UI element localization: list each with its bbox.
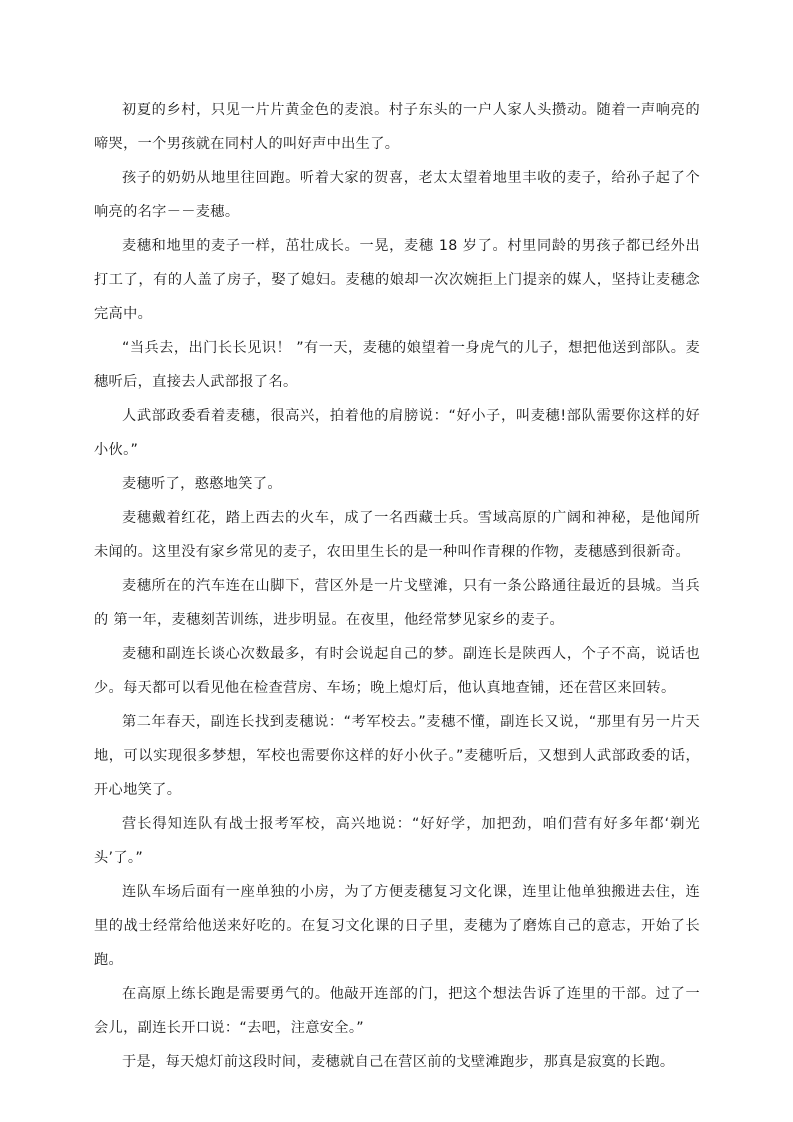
paragraph: 连队车场后面有一座单独的小房，为了方便麦穗复习文化课，连里让他单独搬进去住，连里的战士经常给他送来好吃的。在复习文化课的日子里，麦穗为了磨炼自己的意志，开始了长跑。: [94, 884, 700, 968]
paragraph: 于是，每天熄灯前这段时间，麦穗就自己在营区前的戈壁滩跑步，那真是寂寞的长跑。: [122, 1054, 675, 1070]
paragraph: 第二年春天，副连长找到麦穗说：“考军校去。”麦穗不懂，副连长又说，“那里有另一片天 地，可以实现很多梦想，军校也需要你这样的好小伙子。”麦穗听后，又想到人武部政委的话，开心地笑了。: [94, 714, 700, 798]
paragraph: 营长得知连队有战士报考军校，高兴地说：“好好学，加把劲，咱们营有好多年都‘剃光头’了。”: [94, 816, 700, 866]
paragraph: 初夏的乡村，只见一片片黄金色的麦浪。村子东头的一户人家人头攒动。随着一声响亮的啼哭，一个男孩就在同村人的叫好声中出生了。: [94, 102, 700, 152]
paragraph: 麦穗所在的汽车连在山脚下，营区外是一片戈壁滩，只有一条公路通往最近的县城。当兵的 第一年，麦穗刻苦训练，进步明显。在夜里，他经常梦见家乡的麦子。: [94, 578, 700, 628]
paragraph: 麦穗和副连长谈心次数最多，有时会说起自己的梦。副连长是陕西人，个子不高，说话也少。每天都可以看见他在检查营房、车场；晚上熄灯后，他认真地查铺，还在营区来回转。: [94, 646, 700, 696]
paragraph: 人武部政委看着麦穗，很高兴，拍着他的肩膀说：“好小子，叫麦穗!部队需要你这样的好小伙。”: [94, 408, 700, 458]
paragraph: “当兵去，出门长长见识！ ”有一天，麦穗的娘望着一身虎气的儿子，想把他送到部队。麦穗听后，直接去人武部报了名。: [94, 340, 700, 390]
paragraph: 麦穗听了，憨憨地笑了。: [122, 476, 282, 492]
story-text: [94, 93, 700, 1079]
paragraph: 在高原上练长跑是需要勇气的。他敲开连部的门，把这个想法告诉了连里的干部。过了一会儿，副连长开口说：“去吧，注意安全。”: [94, 986, 700, 1036]
paragraph: 麦穗戴着红花，踏上西去的火车，成了一名西藏士兵。雪域高原的广阔和神秘，是他闻所未闻的。这里没有家乡常见的麦子，农田里生长的是一种叫作青稞的作物，麦穗感到很新奇。: [94, 510, 700, 560]
paragraph: 孩子的奶奶从地里往回跑。听着大家的贺喜，老太太望着地里丰收的麦子，给孙子起了个响亮的名字－－麦穗。: [94, 170, 700, 220]
paragraph: 麦穗和地里的麦子一样，茁壮成长。一晃，麦穗 18 岁了。村里同龄的男孩子都已经外出打工了，有的人盖了房子，娶了媳妇。麦穗的娘却一次次婉拒上门提亲的媒人，坚持让麦穗念完高中。: [94, 238, 700, 322]
